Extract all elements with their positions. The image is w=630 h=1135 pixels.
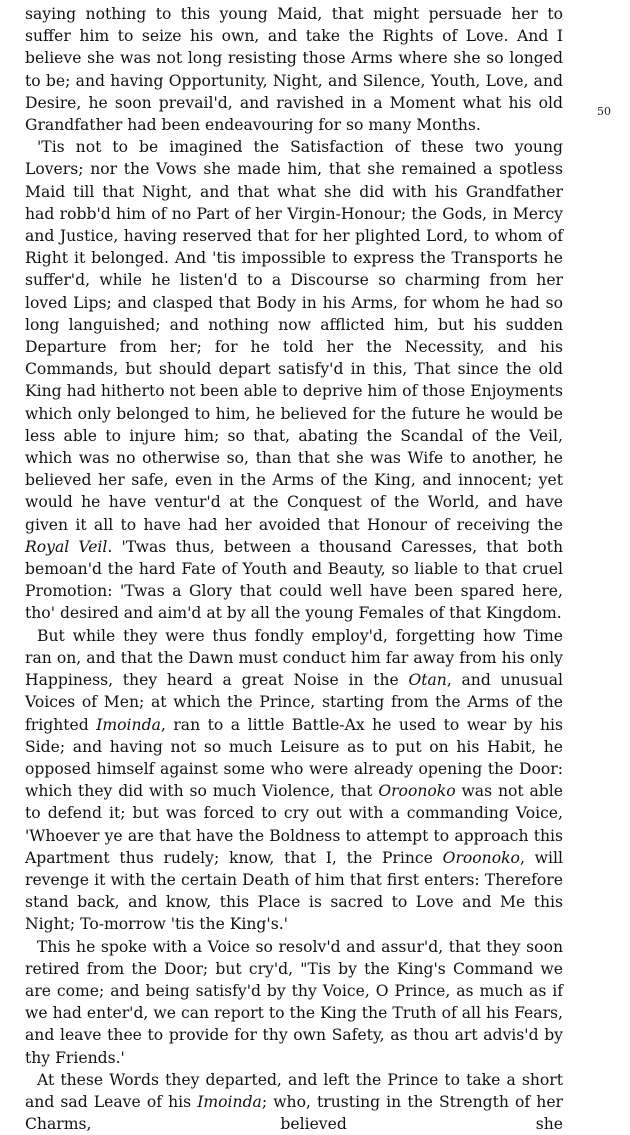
text-run: . 'Twas thus, between a thousand Caresses, that both bemoan'd the hard Fate of Youth and Beauty, so liable to that cruel Promotion: 'Twas a Glory that could well have been spared here, tho' desired and aim'd at by all the young Females of that Kingdom.	[25, 537, 563, 623]
italic-text: Oroonoko	[442, 848, 520, 867]
text-column	[25, 3, 563, 1135]
paragraph-4	[25, 936, 563, 1069]
paragraph-2	[25, 136, 563, 624]
text-run: But while they were thus fondly employ'd, forgetting how Time ran on, and that the Dawn must conduct him far away from his only Happiness, they heard a great Noise in the	[25, 626, 563, 690]
text-run: , will revenge it with the certain Death of him that first enters: Therefore stand back, and know, this Place is sacred to Love and Me this Night; To-morrow 'tis the King's.'	[25, 848, 563, 934]
text-run: This he spoke with a Voice so resolv'd and assur'd, that they soon retired from the Door; but cry'd, "Tis by the King's Command we are come; and being satisfy'd by thy Voice, O Prince, as much as if we had enter'd, we can report to the King the Truth of all his Fears, and leave thee to provide for thy own Safety, as thou art advis'd by thy Friends.'	[25, 937, 563, 1067]
italic-text: Otan	[408, 671, 447, 690]
paragraph-1	[25, 3, 563, 136]
italic-text: Oroonoko	[378, 782, 456, 801]
text-run: 'Tis not to be imagined the Satisfaction of these two young Lovers; nor the Vows she made him, that she remained a spotless Maid till that Night, and that what she did with his Grandfather had robb'd him of no Part of her Virgin-Honour; the Gods, in Mercy and Justice, having reserved that for her plighted Lord, to whom of Right it belonged. And 'tis impossible to express the Transports he suffer'd, while he listen'd to a Discourse so charming from her loved Lips; and clasped that Body in his Arms, for whom he had so long languished; and nothing now afflicted him, but his sudden Departure from her; for he told her the Necessity, and his Commands, but should depart satisfy'd in this, That since the old King had hitherto not been able to deprive him of those Enjoyments which only belonged to him, he believed for the future he would be less able to injure him; so that, abating the Scandal of the Veil, which was no otherwise so, than that she was Wife to another, he believed her safe, even in the Arms of the King, and innocent; yet would he have ventur'd at the Conquest of the World, and have given it all to have had her avoided that Honour of receiving the	[25, 138, 563, 534]
text-run: , ran to a little Battle-Ax he used to wear by his Side; and having not so much Leisure as to put on his Habit, he opposed himself against some who were already opening the Door: which they did with so much Violence, that	[25, 715, 563, 801]
page-number: 50	[597, 105, 611, 118]
paragraph-5	[25, 1069, 563, 1135]
text-run: was not able to defend it; but was forced to cry out with a commanding Voice, 'Whoever ye are that have the Boldness to attempt to approach this Apartment thus rudely; know, that I, the Prince	[25, 782, 563, 867]
paragraph-3	[25, 625, 563, 936]
italic-text: Imoinda	[197, 1092, 262, 1111]
text-run: ; who, trusting in the Strength of her Charms, believed she	[25, 1092, 563, 1134]
text-run: At these Words they departed, and left the Prince to take a short and sad Leave of his	[25, 1070, 563, 1111]
italic-text: Royal Veil	[25, 537, 108, 556]
text-run: saying nothing to this young Maid, that might persuade her to suffer him to seize his own, and take the Rights of Love. And I believe she was not long resisting those Arms where she so longed to be; and having Opportunity, Night, and Silence, Youth, Love, and Desire, he soon prevail'd, and ravished in a Moment what his old Grandfather had been endeavouring for so many Months.	[25, 5, 563, 135]
text-run: , and unusual Voices of Men; at which the Prince, starting from the Arms of the frighted	[25, 671, 563, 734]
italic-text: Imoinda	[96, 715, 161, 734]
